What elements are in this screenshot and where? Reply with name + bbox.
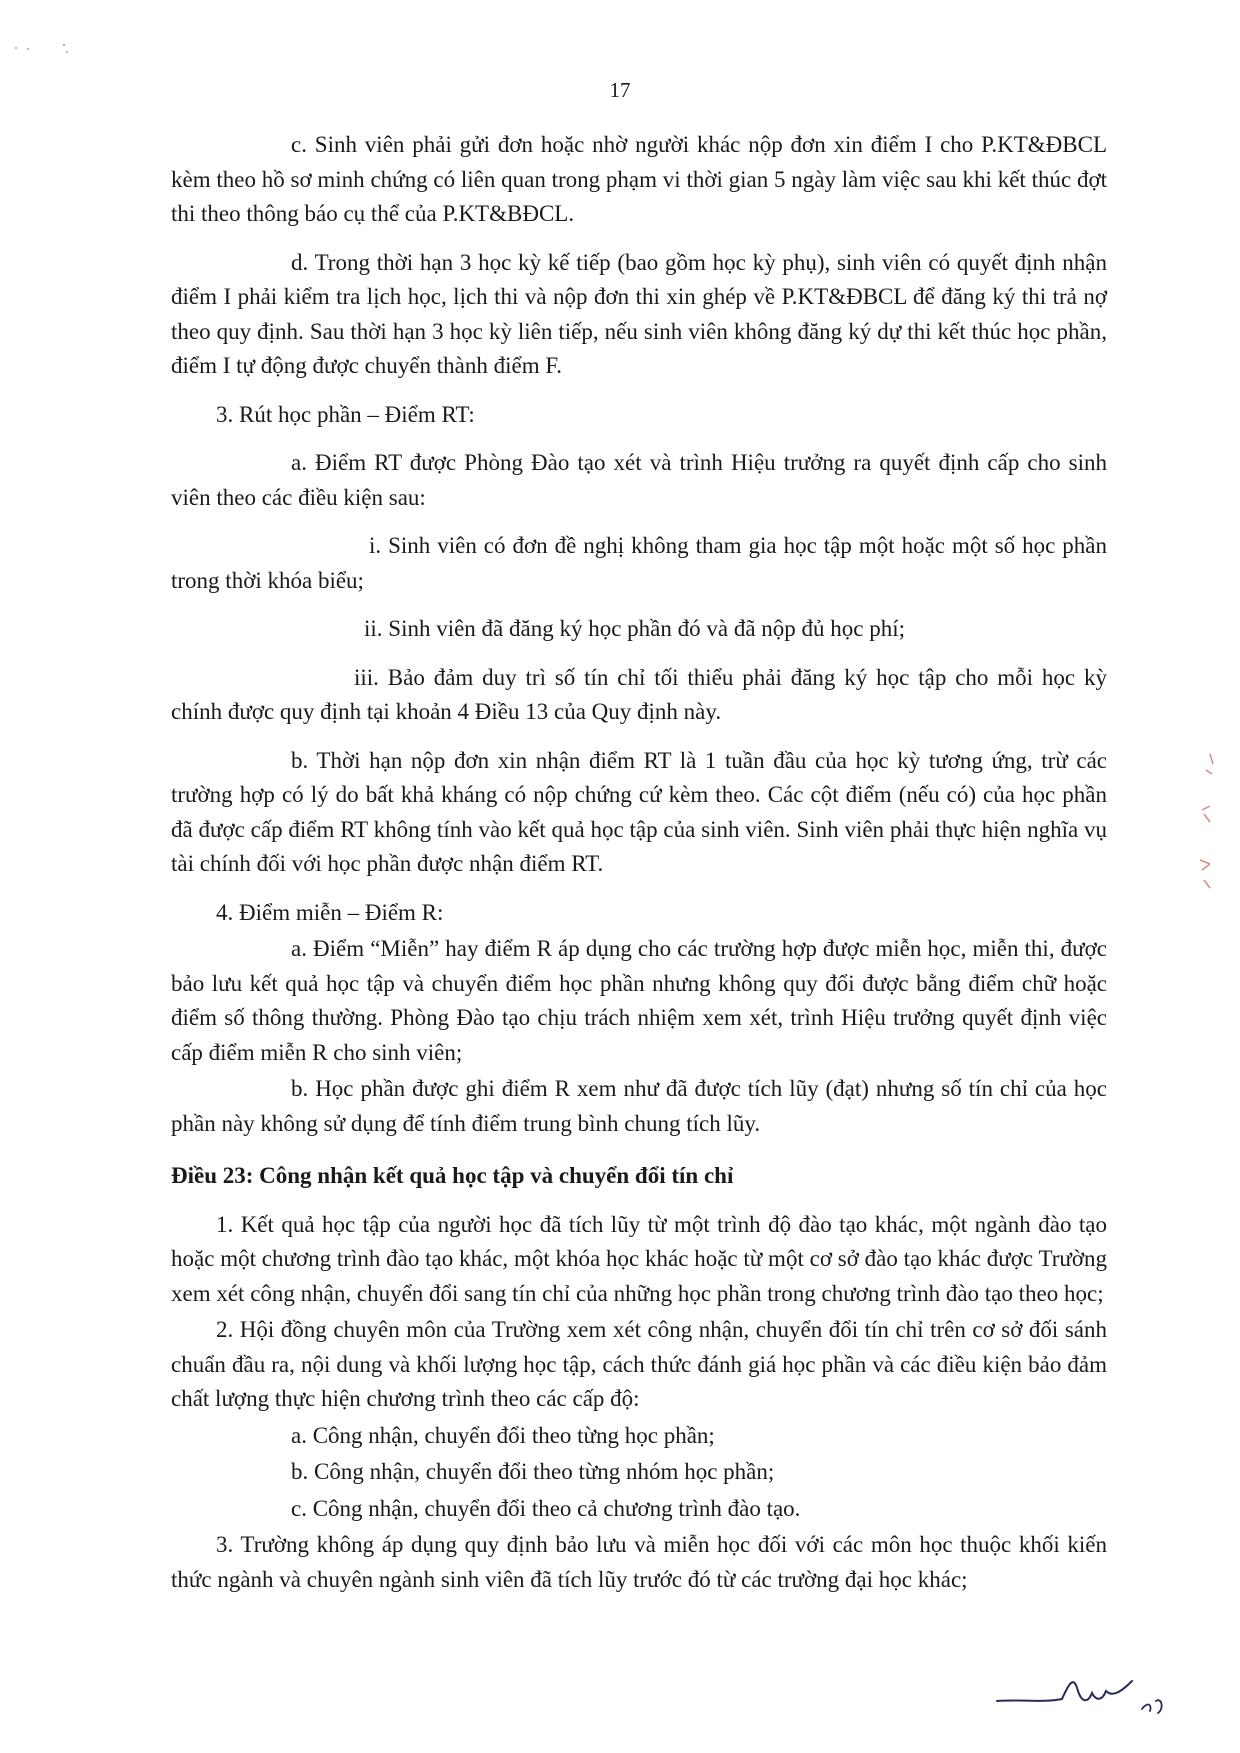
paragraph-c-point: c. Sinh viên phải gửi đơn hoặc nhờ người khác nộp đơn xin điểm I cho P.KT&ĐBCL kèm theo hồ sơ minh chứng có liên quan trong phạm vi thời gian 5 ngày làm việc sau khi kết thúc đợt thi theo thông báo cụ thể của P.KT&BĐCL. <box>171 132 1107 226</box>
scan-speck-marks <box>12 40 72 60</box>
document-body <box>171 128 1107 1597</box>
section-3-title: 3. Rút học phần – Điểm RT: <box>216 401 475 427</box>
paragraph-4a: a. Điểm “Miễn” hay điểm R áp dụng cho các trường hợp được miễn học, miễn thi, được bảo lưu kết quả học tập và chuyển điểm học phần nhưng không quy đổi được bằng điểm chữ hoặc điểm số thông thường. Phòng Đào tạo chịu trách nhiệm xem xét, trình Hiệu trưởng quyết định việc cấp điểm miễn R cho sinh viên; <box>171 936 1107 1065</box>
paragraph-3b: b. Thời hạn nộp đơn xin nhận điểm RT là 1 tuần đầu của học kỳ tương ứng, trừ các trường hợp có lý do bất khả kháng có nộp chứng cứ kèm theo. Các cột điểm (nếu có) của học phần đã được cấp điểm RT không tính vào kết quả học tập của sinh viên. Sinh viên phải thực hiện nghĩa vụ tài chính đối với học phần được nhận điểm RT. <box>171 747 1107 876</box>
paragraph-4b: b. Học phần được ghi điểm R xem như đã được tích lũy (đạt) nhưng số tín chỉ của học phần này không sử dụng để tính điểm trung bình chung tích lũy. <box>171 1076 1107 1136</box>
article-23-heading: Điều 23: Công nhận kết quả học tập và chuyển đổi tín chỉ <box>171 1163 734 1188</box>
paragraph-3a-ii: ii. Sinh viên đã đăng ký học phần đó và đã nộp đủ học phí; <box>364 616 906 641</box>
paragraph-d-point: d. Trong thời hạn 3 học kỳ kế tiếp (bao gồm học kỳ phụ), sinh viên có quyết định nhận điểm I phải kiểm tra lịch học, lịch thi và nộp đơn thi xin ghép về P.KT&ĐBCL để đăng ký thi trả nợ theo quy định. Sau thời hạn 3 học kỳ liên tiếp, nếu sinh viên không đăng ký dự thi kết thúc học phần, điểm I tự động được chuyển thành điểm F. <box>171 249 1107 378</box>
paragraph-3a: a. Điểm RT được Phòng Đào tạo xét và trình Hiệu trưởng ra quyết định cấp cho sinh viên theo các điều kiện sau: <box>171 450 1107 510</box>
article-23-clause-2: 2. Hội đồng chuyên môn của Trường xem xét công nhận, chuyển đổi tín chỉ trên cơ sở đối sánh chuẩn đầu ra, nội dung và khối lượng học tập, cách thức đánh giá học phần và các điều kiện bảo đảm chất lượng thực hiện chương trình theo các cấp độ: <box>171 1317 1107 1411</box>
paragraph-3a-iii: iii. Bảo đảm duy trì số tín chỉ tối thiểu phải đăng ký học tập cho mỗi học kỳ chính được quy định tại khoản 4 Điều 13 của Quy định này. <box>171 664 1107 724</box>
article-23-clause-2b: b. Công nhận, chuyển đổi theo từng nhóm học phần; <box>291 1459 775 1484</box>
section-4-title: 4. Điểm miễn – Điểm R: <box>216 899 444 925</box>
paragraph-3a-i: i. Sinh viên có đơn đề nghị không tham gia học tập một hoặc một số học phần trong thời khóa biểu; <box>171 533 1107 593</box>
article-23-clause-2a: a. Công nhận, chuyển đổi theo từng học phần; <box>291 1422 715 1448</box>
article-23-clause-3: 3. Trường không áp dụng quy định bảo lưu và miễn học đối với các môn học thuộc khối kiến thức ngành và chuyên ngành sinh viên đã tích lũy trước đó từ các trường đại học khác; <box>171 1532 1107 1592</box>
page-number: 17 <box>609 78 631 102</box>
margin-stamp-marks <box>1192 750 1222 910</box>
article-23-clause-1: 1. Kết quả học tập của người học đã tích lũy từ một trình độ đào tạo khác, một ngành đào tạo hoặc một chương trình đào tạo khác, một khóa học khác hoặc từ một cơ sở đào tạo khác được Trường xem xét công nhận, chuyển đổi sang tín chỉ của những học phần trong chương trình đào tạo theo học; <box>171 1211 1107 1306</box>
signature-mark <box>992 1661 1182 1721</box>
article-23-clause-2c: c. Công nhận, chuyển đổi theo cả chương trình đào tạo. <box>291 1495 801 1521</box>
